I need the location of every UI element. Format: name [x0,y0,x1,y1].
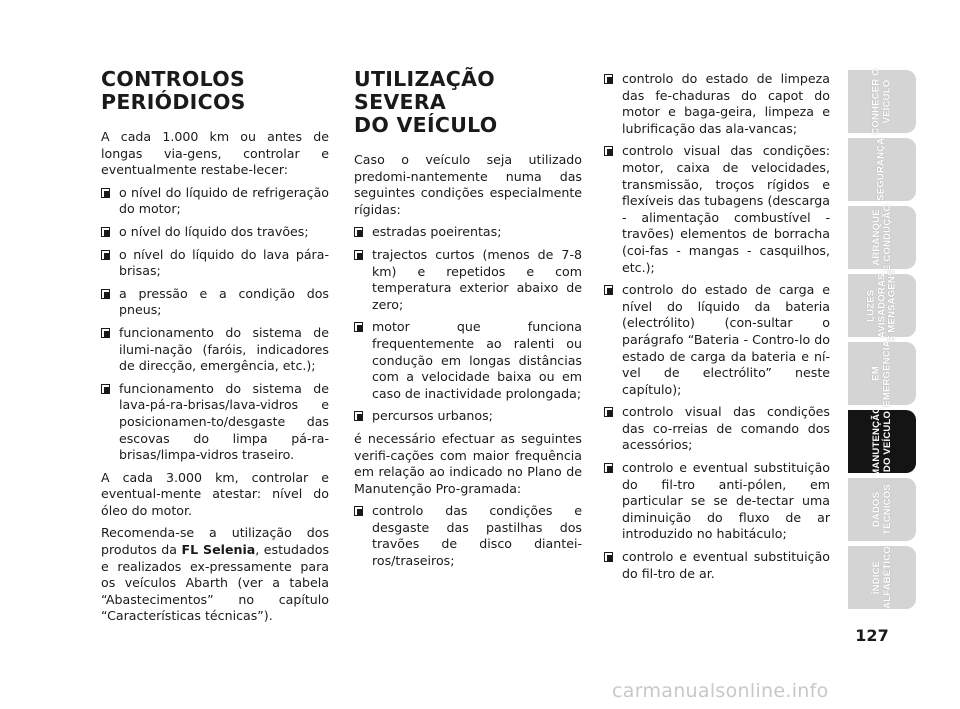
tab-seguranca[interactable] [848,138,916,201]
tab-indice-alfabetico[interactable] [848,546,916,609]
conditions-list [354,224,582,425]
list-item: o nível do líquido de refrigeração do motor; [101,185,329,218]
checks-list-continued [604,71,830,582]
list-item: controlo do estado de limpeza das fe-chaduras do capot do motor e baga-geira, limpeza e lubrificação das ala-vancas; [604,71,830,137]
column-periodic-checks [101,68,329,631]
list-item: a pressão e a condição dos pneus; [101,286,329,319]
checkbox-bullet-icon [354,506,363,516]
section-title-periodic-checks [101,68,329,114]
tab-label: DADOS TÉCNICOS [870,484,892,535]
checkbox-bullet-icon [604,285,613,295]
intro-paragraph: Caso o veículo seja utilizado predomi-nantemente numa das seguintes condições especialmente rígidas: [354,152,582,217]
tab-label: SEGURANÇA [875,137,887,202]
checkbox-bullet-icon [604,146,613,156]
list-item: controlo e eventual substituição do fil-tro anti-pólen, em particular se se de-tectar uma diminuição do fluxo de ar introduzido no habitáculo; [604,460,830,543]
watermark: carmanualsonline.info [612,680,829,702]
column-severe-use [354,68,582,576]
brand-name: FL Selenia [181,542,256,558]
title-line: CONTROLOS [101,67,246,91]
tab-label: MANUTENÇÃO DO VEÍCULO [870,406,893,477]
list-item: o nível do líquido dos travões; [101,224,329,241]
tab-label: ARRANQUE E CONDUÇÃO [870,204,892,271]
intro-paragraph: A cada 1.000 km ou antes de longas via-gens, controlar e eventualmente restabe-lecer: [101,129,329,178]
checkbox-bullet-icon [101,227,110,237]
title-line: PERIÓDICOS [101,90,246,114]
list-item: funcionamento do sistema de ilumi-nação (faróis, indicadores de direcção, emergência, etc.); [101,325,329,375]
tab-arranque-conducao[interactable] [848,206,916,269]
list-item: trajectos curtos (menos de 7-8 km) e repetidos e com temperatura exterior abaixo de zero; [354,247,582,313]
checkbox-bullet-icon [101,289,110,299]
list-item: controlo visual das condições: motor, caixa de velocidades, transmissão, troços rígidos e flexíveis das tubagens (descarga - alimentação combustível - travões) elementos de borracha (coi-fas - mangas - casquilhos, etc.); [604,143,830,276]
checkbox-bullet-icon [101,188,110,198]
list-item: controlo das condições e desgaste das pastilhas dos travões de disco diantei-ros/traseiros; [354,503,582,569]
list-item: percursos urbanos; [354,408,582,425]
checkbox-bullet-icon [604,407,613,417]
checkbox-bullet-icon [101,250,110,260]
title-line: UTILIZAÇÃO SEVERA [354,67,496,114]
check-list [101,185,329,464]
paragraph-frequency: é necessário efectuar as seguintes verifi-cações com maior frequência em relação ao indicado no Plano de Manutenção Pro-gramada: [354,430,582,496]
title-line: DO VEÍCULO [354,113,498,137]
checkbox-bullet-icon [101,328,110,338]
tab-em-emergencia[interactable] [848,342,916,405]
checkbox-bullet-icon [604,552,613,562]
paragraph-recommendation: Recomenda-se a utilização dos produtos da FL Selenia, estudados e realizados ex-pressamente para os veículos Abarth (ver a tabela “Abastecimentos” no capítulo “Características técnicas”). [101,525,330,624]
tab-label: ÍNDICE ALFABÉTICO [870,546,892,609]
tab-label: EM EMERGÊNCIA [870,340,892,407]
checkbox-bullet-icon [354,411,363,421]
checkbox-bullet-icon [354,250,363,260]
tab-dados-tecnicos[interactable] [848,478,916,541]
tab-luzes-avisadoras[interactable] [848,269,916,342]
list-item: estradas poeirentas; [354,224,582,241]
list-item: controlo visual das condições das co-rreias de comando dos acessórios; [604,404,830,454]
checkbox-bullet-icon [604,74,613,84]
checks-list [354,503,582,569]
tab-label: LUZES AVISADORAS E MENSAGENS [865,269,898,342]
tab-conhecer-veiculo[interactable] [848,70,916,133]
checkbox-bullet-icon [604,463,613,473]
list-item: o nível do líquido do lava pára-brisas; [101,247,329,280]
checkbox-bullet-icon [354,227,363,237]
list-item: motor que funciona frequentemente ao ralenti ou condução em longas distâncias com a velocidade baixa ou em caso de inactividade prolongada; [354,319,582,402]
section-title-severe-use [354,68,582,137]
list-item: controlo e eventual substituição do fil-tro de ar. [604,549,830,582]
tab-label: CONHECER O VEÍCULO [870,68,892,135]
checkbox-bullet-icon [354,322,363,332]
paragraph-oil-check: A cada 3.000 km, controlar e eventual-mente atestar: nível do óleo do motor. [101,469,329,518]
column-checks-continued [604,71,830,588]
list-item: funcionamento do sistema de lava-pá-ra-brisas/lava-vidros e posicionamen-to/desgaste das escovas do limpa pá-ra-brisas/limpa-vidros traseiro. [101,381,329,464]
checkbox-bullet-icon [101,384,110,394]
tab-manutencao-veiculo[interactable] [848,406,916,477]
page-number: 127 [855,626,889,645]
list-item: controlo do estado de carga e nível do líquido da bateria (electrólito) (con-sultar o parágrafo “Bateria - Contro-lo do estado de carga da bateria e ní-vel de electrólito” neste capítulo); [604,282,830,398]
